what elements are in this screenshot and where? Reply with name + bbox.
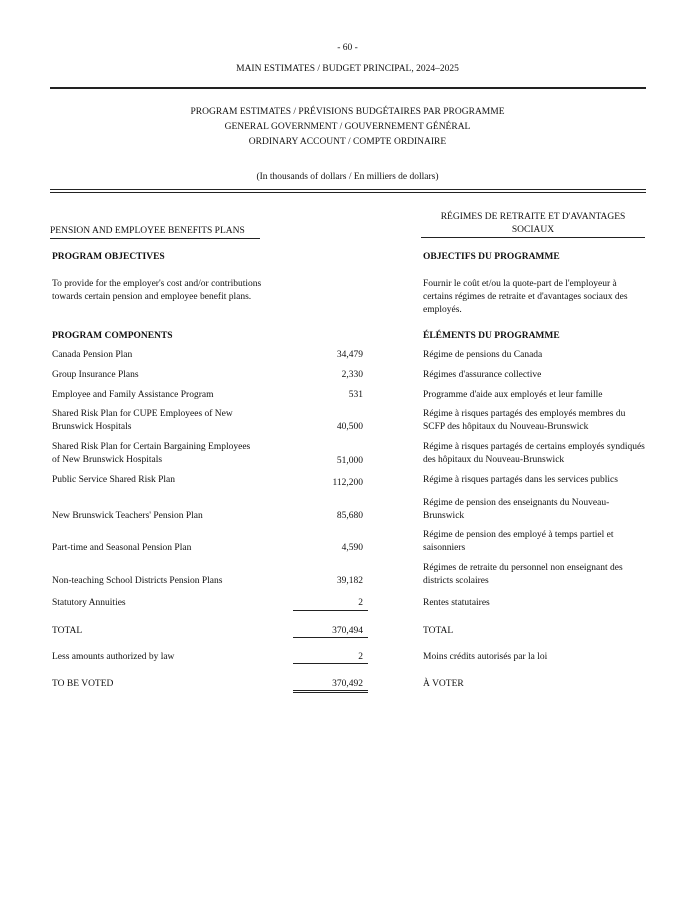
component-label-fr: Régime à risques partagés dans les services publics [423,475,618,485]
component-label-fr: Régimes de retraite du personnel non enseignant des districts scolaires [423,563,623,586]
subtotal-underline [293,610,368,611]
units-note: (In thousands of dollars / En milliers de dollars) [256,172,439,182]
header-rule-double-1 [50,189,646,190]
header-rule-top [50,87,646,89]
to-be-voted-label-en: TO BE VOTED [52,679,114,689]
less-authorized-label-en: Less amounts authorized by law [52,652,175,662]
component-amount: 85,680 [336,511,363,521]
less-authorized-label-fr: Moins crédits autorisés par la loi [423,652,548,662]
component-label-en: Public Service Shared Risk Plan [52,475,175,485]
objectives-text-en: To provide for the employer's cost and/or contributions towards certain pension and employee benefit plans. [52,279,262,302]
component-amount: 34,479 [336,350,363,360]
component-label-fr: Régimes d'assurance collective [423,370,542,380]
heading-program-estimates: PROGRAM ESTIMATES / PRÉVISIONS BUDGÉTAIRES PAR PROGRAMME [190,107,505,117]
component-label-fr: Régime de pensions du Canada [423,350,543,360]
objectives-heading-fr: OBJECTIFS DU PROGRAMME [423,252,560,262]
component-label-fr: Programme d'aide aux employés et leur famille [423,390,603,400]
component-label-en: New Brunswick Teachers' Pension Plan [52,511,203,521]
total-label-fr: TOTAL [423,626,454,636]
component-label-fr: Régime à risques partagés des employés membres du SCFP des hôpitaux du Nouveau-Brunswick [423,409,626,432]
component-label-en: Canada Pension Plan [52,350,133,360]
component-label-en: Group Insurance Plans [52,370,139,380]
component-amount: 4,590 [341,543,363,553]
component-label-fr: Régime à risques partagés de certains employés syndiqués des hôpitaux du Nouveau-Brunswick [423,442,645,465]
to-be-voted-label-fr: À VOTER [423,679,464,689]
objectives-text-fr: Fournir le coût et/ou la quote-part de l'employeur à certains régimes de retraite et d'avantages sociaux des employés. [423,279,628,315]
heading-ordinary-account: ORDINARY ACCOUNT / COMPTE ORDINAIRE [248,137,447,147]
component-label-en: Employee and Family Assistance Program [52,390,214,400]
less-authorized-underline [293,663,368,664]
component-label-fr: Régime de pension des enseignants du Nouveau-Brunswick [423,498,610,521]
component-label-en: Shared Risk Plan for Certain Bargaining Employees of New Brunswick Hospitals [52,442,251,465]
component-amount: 112,200 [332,478,363,488]
objectives-heading-en: PROGRAM OBJECTIVES [52,252,165,262]
double-underline-1 [293,690,368,691]
component-amount: 531 [348,390,363,400]
component-amount: 39,182 [336,576,363,586]
component-amount: 51,000 [336,456,363,466]
page-number: - 60 - [337,43,358,53]
document-title: MAIN ESTIMATES / BUDGET PRINCIPAL, 2024–2025 [236,64,459,74]
component-label-fr: Rentes statutaires [423,598,490,608]
less-authorized-amount: 2 [358,652,363,662]
total-label-en: TOTAL [52,626,83,636]
component-label-en: Non-teaching School Districts Pension Plans [52,576,223,586]
section-title-en: PENSION AND EMPLOYEE BENEFITS PLANS [50,225,260,239]
components-heading-fr: ÉLÉMENTS DU PROGRAMME [423,331,560,341]
section-title-fr: RÉGIMES DE RETRAITE ET D'AVANTAGES SOCIAUX [421,211,645,238]
components-heading-en: PROGRAM COMPONENTS [52,331,173,341]
component-amount: 40,500 [336,422,363,432]
heading-general-government: GENERAL GOVERNMENT / GOUVERNEMENT GÉNÉRAL [224,122,471,132]
total-underline [293,637,368,638]
header-rule-double-2 [50,192,646,193]
component-label-fr: Régime de pension des employé à temps partiel et saisonniers [423,530,614,553]
component-amount: 2 [358,598,363,608]
component-label-en: Statutory Annuities [52,598,126,608]
to-be-voted-amount: 370,492 [332,679,363,689]
component-amount: 2,330 [341,370,363,380]
component-label-en: Part-time and Seasonal Pension Plan [52,543,192,553]
double-underline-2 [293,692,368,693]
component-label-en: Shared Risk Plan for CUPE Employees of New Brunswick Hospitals [52,409,233,432]
total-amount: 370,494 [332,626,363,636]
